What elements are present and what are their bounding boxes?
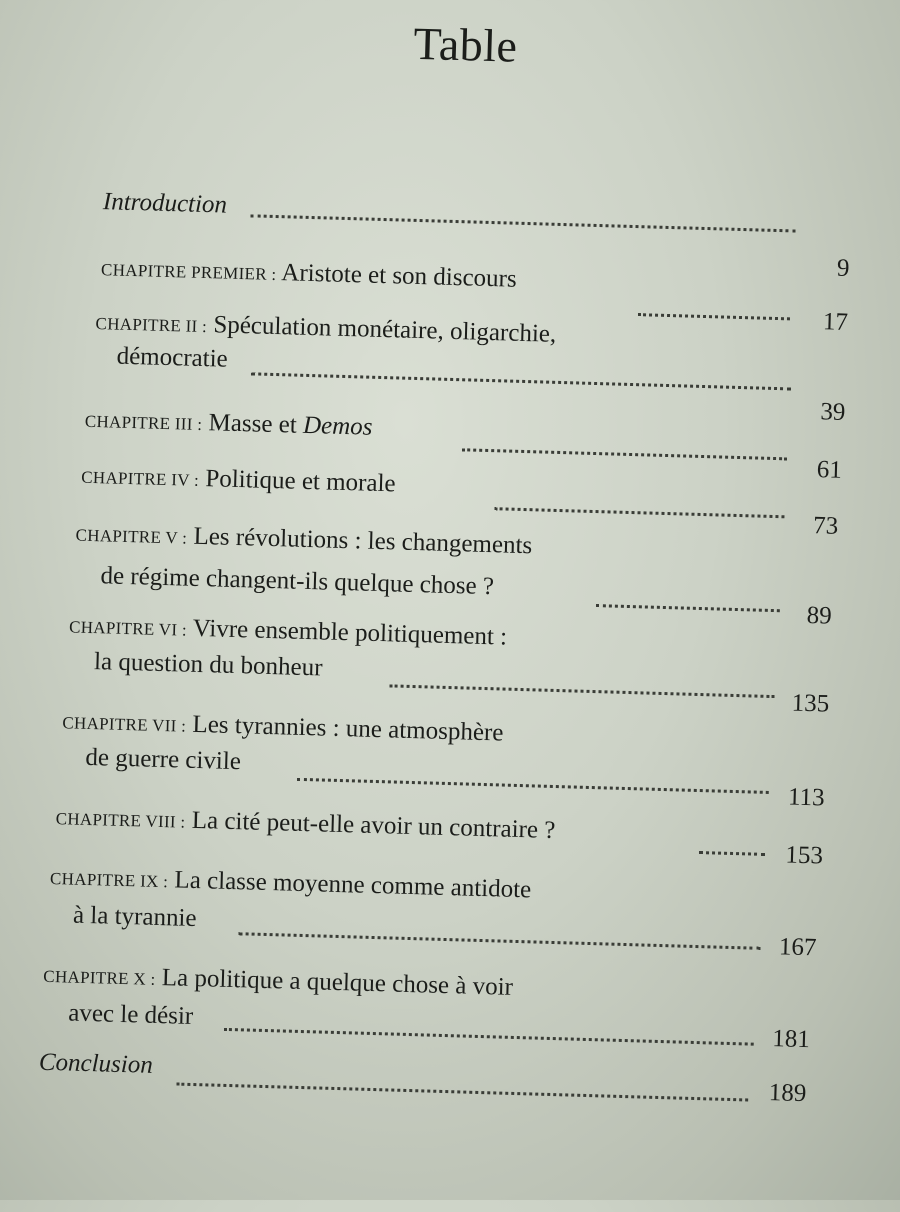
- toc-entry-conclusion-page: 189: [768, 1079, 807, 1108]
- chapter-page: 73: [812, 512, 839, 540]
- chapter-title: Politique et morale: [205, 465, 396, 498]
- chapter-title: La cité peut-elle avoir un contraire ?: [191, 806, 556, 845]
- chapter-label: CHAPITRE IX :: [49, 868, 169, 892]
- chapter-title: La politique a quelque chose à voir: [161, 964, 514, 1001]
- leader-dots: [495, 507, 785, 518]
- chapter-title-line2: de régime changent-ils quelque chose ?: [100, 562, 495, 601]
- toc-entry-chapitre-4: [81, 462, 396, 499]
- chapter-label: CHAPITRE X :: [43, 966, 156, 989]
- leader-dots: [239, 932, 761, 950]
- leader-dots: [251, 214, 796, 232]
- chapter-label: CHAPITRE II :: [95, 313, 208, 337]
- toc-entry-conclusion-title: Conclusion: [38, 1048, 154, 1079]
- chapter-title: Les tyrannies : une atmosphère: [192, 710, 504, 747]
- chapter-page: 135: [791, 689, 830, 718]
- toc-entry-chapitre-10: [43, 961, 513, 1002]
- chapter-page: 181: [772, 1025, 811, 1054]
- chapter-title: Aristote et son discours: [280, 259, 518, 293]
- chapter-title: Spéculation monétaire, oligarchie,: [213, 311, 557, 348]
- leader-dots: [297, 778, 769, 794]
- chapter-page: 89: [806, 601, 833, 630]
- chapter-title-line2: la question du bonheur: [93, 648, 323, 682]
- chapter-title-line2: de guerre civile: [85, 743, 242, 776]
- chapter-label: CHAPITRE V :: [75, 525, 188, 548]
- leader-dots: [638, 313, 790, 320]
- toc-entry-chapitre-7: [62, 707, 504, 747]
- chapter-page: 167: [778, 933, 817, 962]
- chapter-title-italic: Demos: [302, 411, 373, 441]
- chapter-label: CHAPITRE PREMIER :: [100, 260, 277, 285]
- chapter-label: CHAPITRE VI :: [68, 617, 188, 640]
- chapter-title-line2: à la tyrannie: [72, 901, 197, 933]
- chapter-title: Vivre ensemble politiquement :: [192, 614, 508, 651]
- toc-entry-chapitre-1: [101, 254, 517, 294]
- leader-dots: [176, 1083, 748, 1102]
- chapter-page: 113: [787, 783, 825, 812]
- page-title: Table: [412, 17, 519, 72]
- toc-entry-chapitre-5: [75, 520, 532, 561]
- chapter-title: Masse et: [208, 409, 304, 439]
- toc-entry-chapitre-9: [50, 863, 532, 904]
- toc-entry-chapitre-2: [95, 308, 556, 349]
- leader-dots: [251, 372, 791, 390]
- chapter-page: 17: [822, 308, 849, 336]
- chapter-label: CHAPITRE IV :: [81, 467, 200, 490]
- leader-dots: [699, 851, 765, 856]
- leader-dots: [596, 604, 780, 612]
- chapter-page: 39: [820, 398, 846, 426]
- leader-dots: [390, 684, 775, 698]
- toc-entry-introduction-page: 9: [836, 254, 850, 283]
- chapter-label: CHAPITRE III :: [84, 411, 203, 435]
- leader-dots: [224, 1028, 754, 1046]
- toc-entry-chapitre-6: [69, 611, 508, 651]
- chapter-page: 153: [785, 841, 824, 870]
- chapter-label: CHAPITRE VII :: [62, 713, 187, 736]
- chapter-title-line2: avec le désir: [67, 999, 194, 1030]
- toc-entry-chapitre-8: [55, 803, 555, 845]
- chapter-label: CHAPITRE VIII :: [55, 809, 186, 832]
- chapter-title: Les révolutions : les changements: [193, 522, 533, 560]
- toc-entry-chapitre-3: [85, 406, 373, 442]
- chapter-page: 61: [816, 456, 843, 484]
- chapter-title-line2: démocratie: [116, 342, 229, 373]
- toc-entry-introduction-title: Introduction: [102, 188, 228, 219]
- chapter-title: La classe moyenne comme antidote: [174, 866, 532, 904]
- leader-dots: [462, 448, 787, 460]
